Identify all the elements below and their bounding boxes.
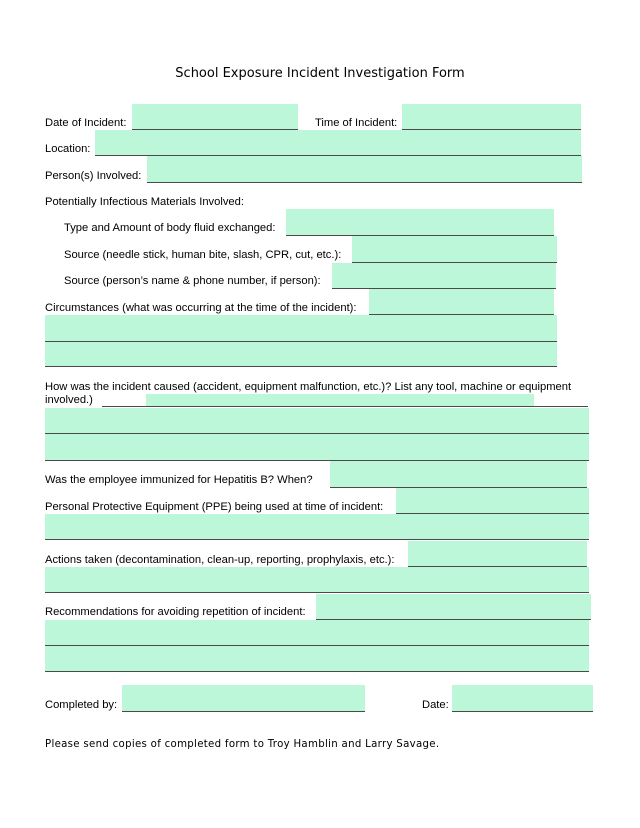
- immunized-label: Was the employee immunized for Hepatitis B? When?: [45, 474, 313, 486]
- cause-rule-left: [102, 394, 146, 407]
- location-field[interactable]: [95, 130, 581, 156]
- persons-involved-label: Person(s) Involved:: [45, 170, 142, 182]
- circumstances-field[interactable]: [369, 289, 554, 315]
- circumstances-field-line-2[interactable]: [45, 315, 557, 342]
- fluid-type-label: Type and Amount of body fluid exchanged:: [64, 222, 276, 234]
- source-person-field[interactable]: [332, 263, 556, 289]
- recommendations-field-line-2[interactable]: [45, 620, 589, 646]
- ppe-field-line-2[interactable]: [45, 514, 589, 540]
- cause-rule-right: [534, 394, 588, 407]
- cause-field-line-3[interactable]: [45, 434, 589, 461]
- fluid-type-field[interactable]: [286, 209, 554, 236]
- source-method-field[interactable]: [352, 236, 557, 263]
- recommendations-label: Recommendations for avoiding repetition of incident:: [45, 606, 306, 618]
- actions-label: Actions taken (decontamination, clean-up, reporting, prophylaxis, etc.):: [45, 554, 395, 566]
- date-of-incident-label: Date of Incident:: [45, 117, 127, 129]
- circumstances-label: Circumstances (what was occurring at the time of the incident):: [45, 302, 357, 314]
- immunized-field[interactable]: [330, 461, 587, 488]
- recommendations-field[interactable]: [316, 594, 591, 620]
- cause-field[interactable]: [146, 394, 534, 407]
- footer-note: Please send copies of completed form to Troy Hamblin and Larry Savage.: [45, 739, 440, 750]
- time-of-incident-field[interactable]: [402, 104, 581, 130]
- actions-field[interactable]: [408, 541, 587, 567]
- time-of-incident-label: Time of Incident:: [315, 117, 398, 129]
- ppe-field[interactable]: [396, 488, 589, 514]
- persons-involved-field[interactable]: [147, 156, 582, 183]
- circumstances-field-line-3[interactable]: [45, 342, 557, 367]
- date-of-incident-field[interactable]: [132, 104, 298, 130]
- completed-by-field[interactable]: [122, 685, 365, 712]
- opim-heading: Potentially Infectious Materials Involved:: [45, 196, 244, 208]
- source-method-label: Source (needle stick, human bite, slash, CPR, cut, etc.):: [64, 249, 342, 261]
- date-label: Date:: [422, 699, 449, 711]
- location-label: Location:: [45, 143, 91, 155]
- source-person-label: Source (person’s name & phone number, if person):: [64, 275, 321, 287]
- completed-by-label: Completed by:: [45, 699, 118, 711]
- cause-label-line-2: involved.): [45, 394, 93, 406]
- form-title: School Exposure Incident Investigation Form: [175, 66, 465, 81]
- cause-field-line-2[interactable]: [45, 408, 589, 434]
- date-field[interactable]: [452, 685, 593, 712]
- ppe-label: Personal Protective Equipment (PPE) being used at time of incident:: [45, 501, 384, 513]
- actions-field-line-2[interactable]: [45, 567, 589, 593]
- recommendations-field-line-3[interactable]: [45, 646, 589, 672]
- cause-label: How was the incident caused (accident, equipment malfunction, etc.)? List any tool, machine or equipment: [45, 381, 572, 393]
